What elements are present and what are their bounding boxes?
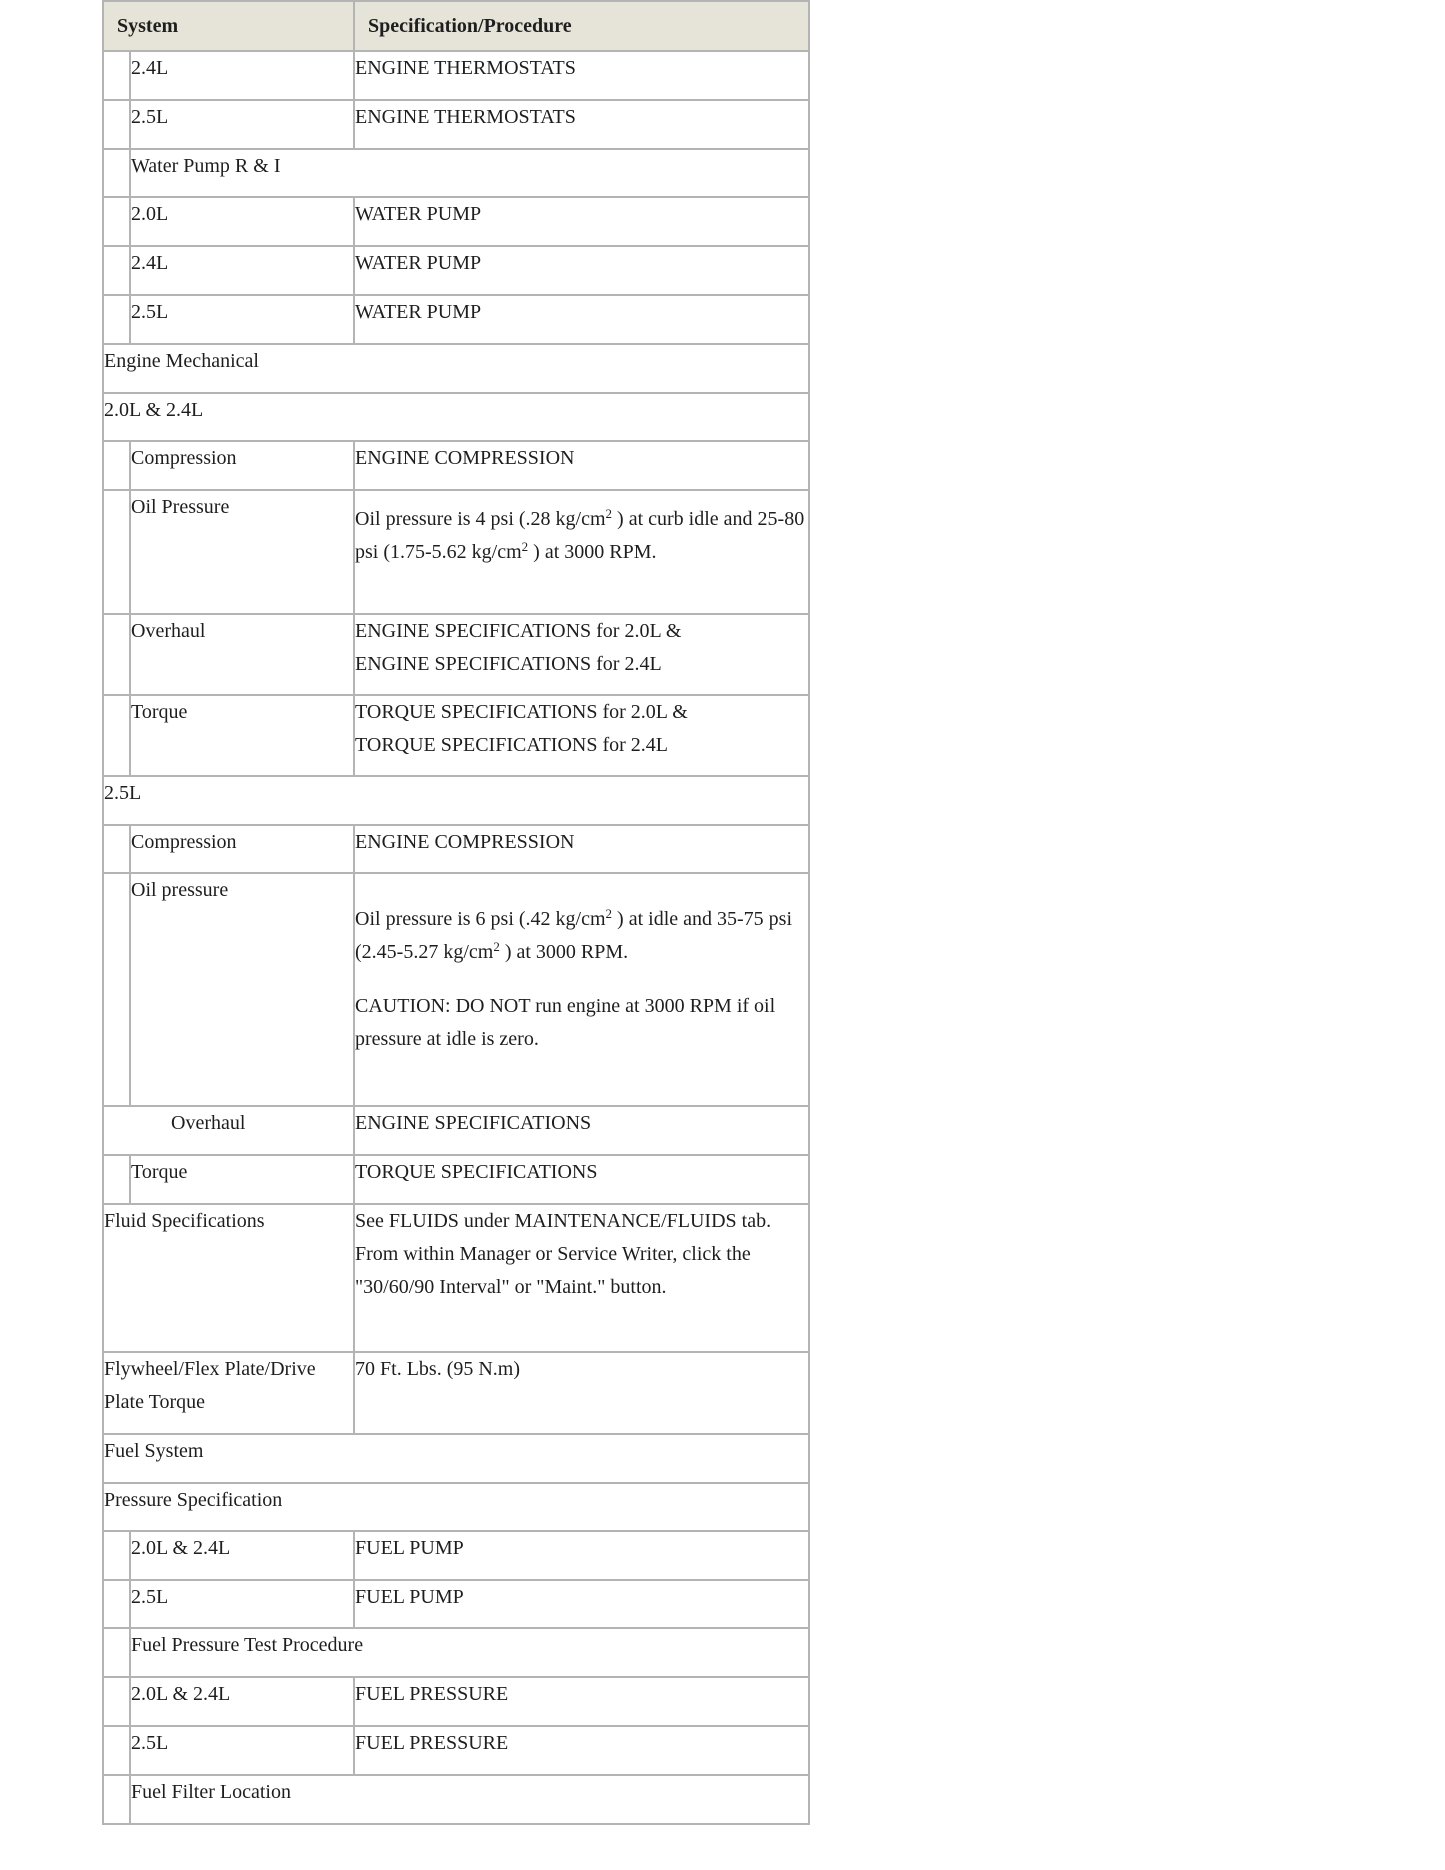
spec-cell: FUEL PRESSURE (354, 1726, 809, 1775)
subsection-heading-cell: 2.5L (103, 776, 809, 825)
section-heading-cell: Fuel System (103, 1434, 809, 1483)
spec-text: ) at 3000 RPM. (499, 941, 629, 963)
table-row (103, 490, 809, 614)
system-cell: Torque (130, 695, 354, 776)
table-row (103, 1775, 809, 1824)
system-cell: Flywheel/Flex Plate/Drive Plate Torque (103, 1352, 354, 1434)
spec-cell: WATER PUMP (354, 197, 809, 246)
table-row (103, 393, 809, 441)
superscript: 2 (605, 506, 613, 521)
spec-cell: FUEL PRESSURE (354, 1677, 809, 1726)
indent-cell (103, 246, 130, 295)
system-column-header: System (103, 1, 354, 51)
table-row (103, 1434, 809, 1483)
indent-cell (103, 1531, 130, 1580)
superscript: 2 (521, 539, 529, 554)
spec-text: Oil pressure is 4 psi (.28 kg/cm (355, 508, 606, 530)
system-cell: Compression (130, 441, 354, 490)
spec-cell: WATER PUMP (354, 295, 809, 344)
indent-cell (103, 1726, 130, 1775)
table-row (103, 1155, 809, 1204)
table-row (103, 1483, 809, 1531)
indent-cell (103, 1155, 130, 1204)
table-row (103, 1531, 809, 1580)
spec-cell: ENGINE COMPRESSION (354, 825, 809, 873)
spec-text: ) at 3000 RPM. (528, 541, 657, 563)
section-heading-cell: Water Pump R & I (130, 149, 809, 197)
table-row (103, 197, 809, 246)
table-row (103, 51, 809, 100)
indent-cell (103, 490, 130, 614)
system-cell: 2.0L (130, 197, 354, 246)
table-row (103, 1628, 809, 1677)
table-row (103, 441, 809, 490)
table-row (103, 1352, 809, 1434)
system-cell: 2.0L & 2.4L (130, 1531, 354, 1580)
indent-cell (103, 1775, 130, 1824)
system-cell: 2.4L (130, 51, 354, 100)
system-cell: 2.4L (130, 246, 354, 295)
spec-cell: ENGINE COMPRESSION (354, 441, 809, 490)
table-row (103, 1726, 809, 1775)
spec-line: TORQUE SPECIFICATIONS for 2.4L (355, 734, 668, 756)
spec-cell (354, 873, 809, 1106)
indent-cell (103, 1677, 130, 1726)
system-cell: 2.5L (130, 295, 354, 344)
system-cell: Fluid Specifications (103, 1204, 354, 1352)
table-row (103, 149, 809, 197)
indent-cell (103, 295, 130, 344)
table-row (103, 100, 809, 149)
subsection-heading-cell: 2.0L & 2.4L (103, 393, 809, 441)
spec-cell: TORQUE SPECIFICATIONS (354, 1155, 809, 1204)
spec-text: ) at idle and 35-75 psi (2.45-5.27 kg/cm (355, 908, 793, 963)
table-header-row (103, 1, 809, 51)
caution-note: CAUTION: DO NOT run engine at 3000 RPM if oil pressure at idle is zero. (355, 995, 776, 1050)
system-cell: 2.5L (130, 1580, 354, 1628)
system-cell: 2.0L & 2.4L (130, 1677, 354, 1726)
table-row (103, 1204, 809, 1352)
indent-cell (103, 1580, 130, 1628)
indent-cell (103, 100, 130, 149)
indent-cell (103, 825, 130, 873)
system-cell: Compression (130, 825, 354, 873)
indent-cell (103, 873, 130, 1106)
indent-cell (103, 695, 130, 776)
spec-cell: WATER PUMP (354, 246, 809, 295)
spec-line: TORQUE SPECIFICATIONS for 2.0L & (355, 701, 688, 723)
spec-column-header: Specification/Procedure (354, 1, 809, 51)
indent-cell (103, 614, 130, 695)
specification-table (102, 0, 810, 1825)
spec-line: ENGINE SPECIFICATIONS for 2.0L & (355, 620, 682, 642)
spec-cell: 70 Ft. Lbs. (95 N.m) (354, 1352, 809, 1434)
spec-cell (354, 490, 809, 614)
spec-cell: FUEL PUMP (354, 1580, 809, 1628)
system-cell: Overhaul (130, 614, 354, 695)
table-row (103, 695, 809, 776)
table-row (103, 1580, 809, 1628)
spec-cell: ENGINE THERMOSTATS (354, 51, 809, 100)
spec-paragraph (355, 903, 808, 969)
section-heading-cell: Fuel Pressure Test Procedure (130, 1628, 809, 1677)
table-row (103, 246, 809, 295)
indent-cell (103, 197, 130, 246)
table-row (103, 776, 809, 825)
spec-text: Oil pressure is 6 psi (.42 kg/cm (355, 908, 606, 930)
indent-cell (103, 441, 130, 490)
superscript: 2 (493, 939, 500, 954)
spec-cell (354, 695, 809, 776)
table-row (103, 295, 809, 344)
indent-cell (103, 1628, 130, 1677)
spec-cell: ENGINE THERMOSTATS (354, 100, 809, 149)
table-row (103, 344, 809, 393)
spec-line: ENGINE SPECIFICATIONS for 2.4L (355, 653, 662, 675)
spec-text: ) at curb idle and 25-80 psi (1.75-5.62 kg/cm (355, 508, 805, 563)
subsection-heading-cell: Pressure Specification (103, 1483, 809, 1531)
system-cell: Torque (130, 1155, 354, 1204)
spec-cell: FUEL PUMP (354, 1531, 809, 1580)
spec-cell: ENGINE SPECIFICATIONS (354, 1106, 809, 1155)
system-cell: Oil Pressure (130, 490, 354, 614)
spec-cell: See FLUIDS under MAINTENANCE/FLUIDS tab. From within Manager or Service Writer, click the "30/60/90 Interval" or "Maint." button. (354, 1204, 809, 1352)
section-heading-cell: Fuel Filter Location (130, 1775, 809, 1824)
system-cell: 2.5L (130, 1726, 354, 1775)
table-row (103, 614, 809, 695)
indent-cell (103, 149, 130, 197)
table-row (103, 1106, 809, 1155)
superscript: 2 (605, 906, 613, 921)
system-cell: Overhaul (103, 1106, 354, 1155)
table-row (103, 873, 809, 1106)
table-row (103, 1677, 809, 1726)
table-row (103, 825, 809, 873)
spec-cell (354, 614, 809, 695)
indent-cell (103, 51, 130, 100)
system-cell: Oil pressure (130, 873, 354, 1106)
system-cell: 2.5L (130, 100, 354, 149)
section-heading-cell: Engine Mechanical (103, 344, 809, 393)
